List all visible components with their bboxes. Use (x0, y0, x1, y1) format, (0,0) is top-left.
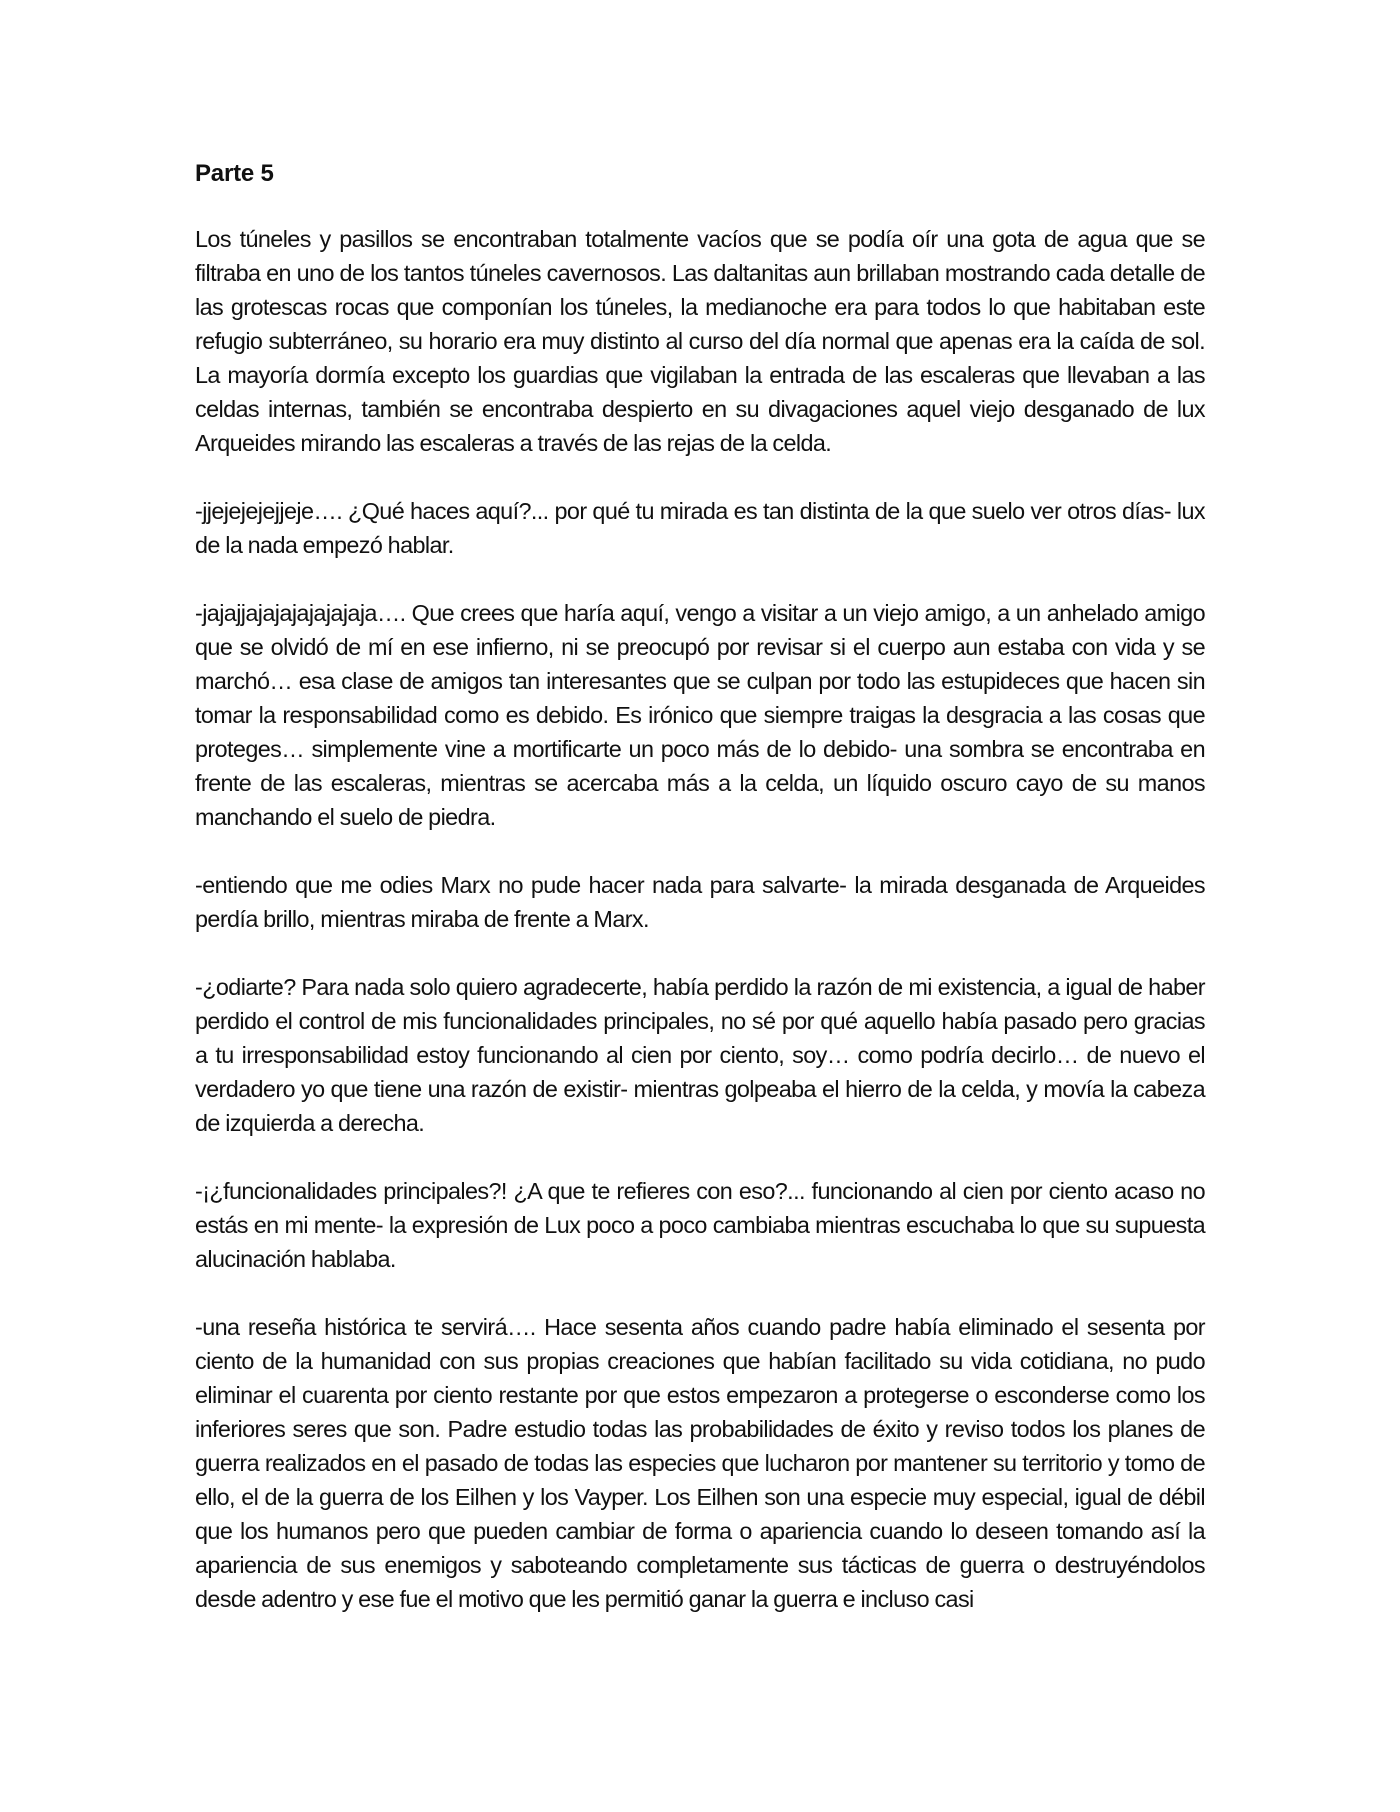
paragraph: -¡¿funcionalidades principales?! ¿A que te refieres con eso?... funcionando al cien por ciento acaso no estás en mi mente- la expresión de Lux poco a poco cambiaba mientras escuchaba lo que su supuesta alucinación hablaba. (195, 1178, 1205, 1272)
paragraph: -entiendo que me odies Marx no pude hacer nada para salvarte- la mirada desganada de Arqueides perdía brillo, mientras miraba de frente a Marx. (195, 872, 1205, 932)
paragraph: -¿odiarte? Para nada solo quiero agradecerte, había perdido la razón de mi existencia, a igual de haber perdido el control de mis funcionalidades principales, no sé por qué aquello había pasado pero gracias a tu irresponsabilidad estoy funcionando al cien por ciento, soy… como podría decirlo… de nuevo el verdadero yo que tiene una razón de existir- mientras golpeaba el hierro de la celda, y movía la cabeza de izquierda a derecha. (195, 974, 1205, 1136)
paragraph: Los túneles y pasillos se encontraban totalmente vacíos que se podía oír una gota de agua que se filtraba en uno de los tantos túneles cavernosos. Las daltanitas aun brillaban mostrando cada detalle de las grotescas rocas que componían los túneles, la medianoche era para todos lo que habitaban este refugio subterráneo, su horario era muy distinto al curso del día normal que apenas era la caída de sol. La mayoría dormía excepto los guardias que vigilaban la entrada de las escaleras que llevaban a las celdas internas, también se encontraba despierto en su divagaciones aquel viejo desganado de lux Arqueides mirando las escaleras a través de las rejas de la celda. (195, 226, 1205, 456)
paragraph: -jajajjajajajajajajaja…. Que crees que haría aquí, vengo a visitar a un viejo amigo, a un anhelado amigo que se olvidó de mí en ese infierno, ni se preocupó por revisar si el cuerpo aun estaba con vida y se marchó… esa clase de amigos tan interesantes que se culpan por todo las estupideces que hacen sin tomar la responsabilidad como es debido. Es irónico que siempre traigas la desgracia a las cosas que proteges… simplemente vine a mortificarte un poco más de lo debido- una sombra se encontraba en frente de las escaleras, mientras se acercaba más a la celda, un líquido oscuro cayo de su manos manchando el suelo de piedra. (195, 600, 1205, 830)
page-title: Parte 5 (195, 160, 274, 187)
document-page (195, 160, 1205, 1616)
paragraph: -jjejejejejjeje…. ¿Qué haces aquí?... por qué tu mirada es tan distinta de la que suelo ver otros días- lux de la nada empezó hablar. (195, 498, 1205, 558)
paragraph: -una reseña histórica te servirá…. Hace sesenta años cuando padre había eliminado el sesenta por ciento de la humanidad con sus propias creaciones que habían facilitado su vida cotidiana, no pudo eliminar el cuarenta por ciento restante por que estos empezaron a protegerse o esconderse como los inferiores seres que son. Padre estudio todas las probabilidades de éxito y reviso todos los planes de guerra realizados en el pasado de todas las especies que lucharon por mantener su territorio y tomo de ello, el de la guerra de los Eilhen y los Vayper. Los Eilhen son una especie muy especial, igual de débil que los humanos pero que pueden cambiar de forma o apariencia cuando lo deseen tomando así la apariencia de sus enemigos y saboteando completamente sus tácticas de guerra o destruyéndolos desde adentro y ese fue el motivo que les permitió ganar la guerra e incluso casi (195, 1314, 1205, 1612)
